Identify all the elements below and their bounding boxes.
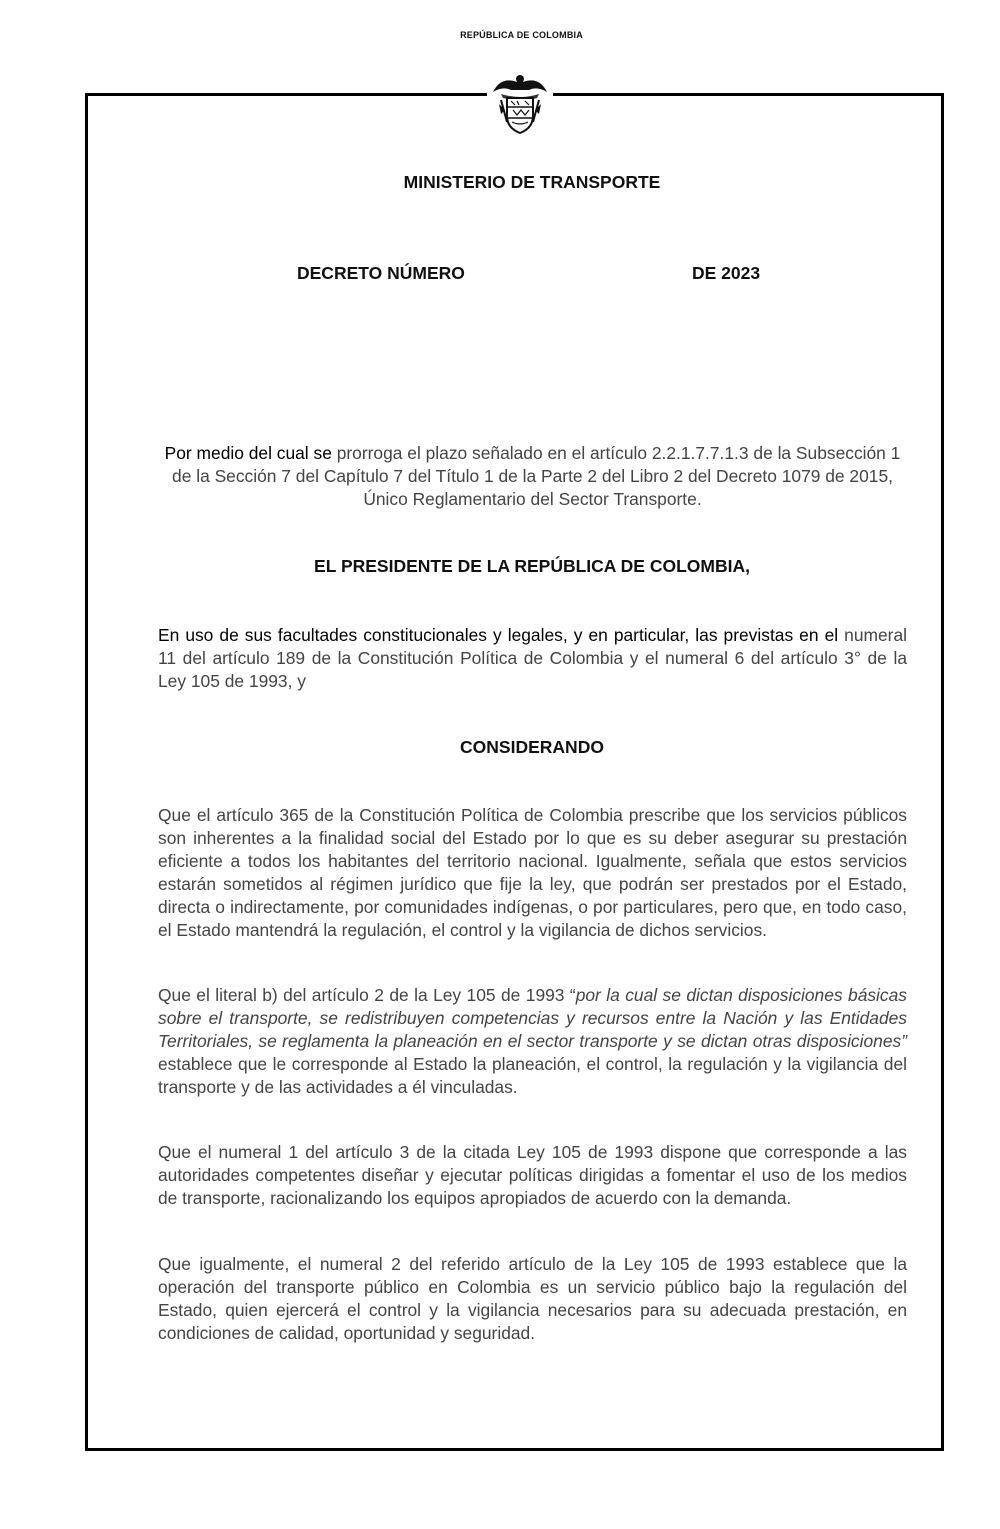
- paragraph-2-end: establece que le corresponde al Estado la planeación, el control, la regulación y la vigilancia del transporte y de las actividades a él vinculadas.: [158, 1054, 907, 1097]
- paragraph-2-start: Que el literal b) del artículo 2 de la Ley 105 de 1993 “: [158, 985, 576, 1005]
- considering-paragraph-2: [158, 984, 907, 1099]
- decree-summary: [158, 442, 907, 511]
- decree-year: DE 2023: [692, 263, 761, 283]
- president-heading: EL PRESIDENTE DE LA REPÚBLICA DE COLOMBIA,: [314, 556, 750, 576]
- summary-text: prorroga el plazo señalado en el artículo 2.2.1.7.7.1.3 de la Subsección 1 de la Sección 7 del Capítulo 7 del Título 1 de la Parte 2 del Libro 2 del Decreto 1079 de 2015, Único Reglamentario del Sector Transporte.: [172, 443, 901, 509]
- considering-paragraph-4: Que igualmente, el numeral 2 del referido artículo de la Ley 105 de 1993 establece que la operación del transporte público en Colombia es un servicio público bajo la regulación del Estado, quien ejercerá el control y la vigilancia necesarios para su adecuada prestación, en condiciones de calidad, oportunidad y seguridad.: [158, 1254, 907, 1343]
- powers-text: numeral 11 del artículo 189 de la Constitución Política de Colombia y el numeral 6 del artículo 3° de la Ley 105 de 1993, y: [158, 625, 907, 691]
- powers-lead: En uso de sus facultades constitucionales y legales, y en particular, las previstas en el: [158, 625, 839, 645]
- page-border: [85, 93, 944, 1451]
- law-title-quote: por la cual se dictan disposiciones básicas sobre el transporte, se redistribuyen competencias y recursos entre la Nación y las Entidades Territoriales, se reglamenta la planeación en el sector transporte y se dictan otras disposiciones”: [158, 985, 907, 1051]
- coat-of-arms-icon: [487, 70, 553, 138]
- country-header: REPÚBLICA DE COLOMBIA: [460, 30, 583, 40]
- summary-lead: Por medio del cual se: [164, 443, 332, 463]
- legal-powers: [158, 624, 907, 693]
- ministry-title: MINISTERIO DE TRANSPORTE: [403, 172, 661, 192]
- considering-paragraph-1: Que el artículo 365 de la Constitución Política de Colombia prescribe que los servicios públicos son inherentes a la finalidad social del Estado por lo que es su deber asegurar su prestación eficiente a todos los habitantes del territorio nacional. Igualmente, señala que estos servicios estarán sometidos al régimen jurídico que fije la ley, que podrán ser prestados por el Estado, directa o indirectamente, por comunidades indígenas, o por particulares, pero que, en todo caso, el Estado mantendrá la regulación, el control y la vigilancia de dichos servicios.: [158, 805, 907, 940]
- decree-number-label: DECRETO NÚMERO: [297, 263, 465, 283]
- considering-heading: CONSIDERANDO: [460, 737, 604, 757]
- considering-paragraph-3: Que el numeral 1 del artículo 3 de la citada Ley 105 de 1993 dispone que corresponde a las autoridades competentes diseñar y ejecutar políticas dirigidas a fomentar el uso de los medios de transporte, racionalizando los equipos apropiados de acuerdo con la demanda.: [158, 1142, 907, 1208]
